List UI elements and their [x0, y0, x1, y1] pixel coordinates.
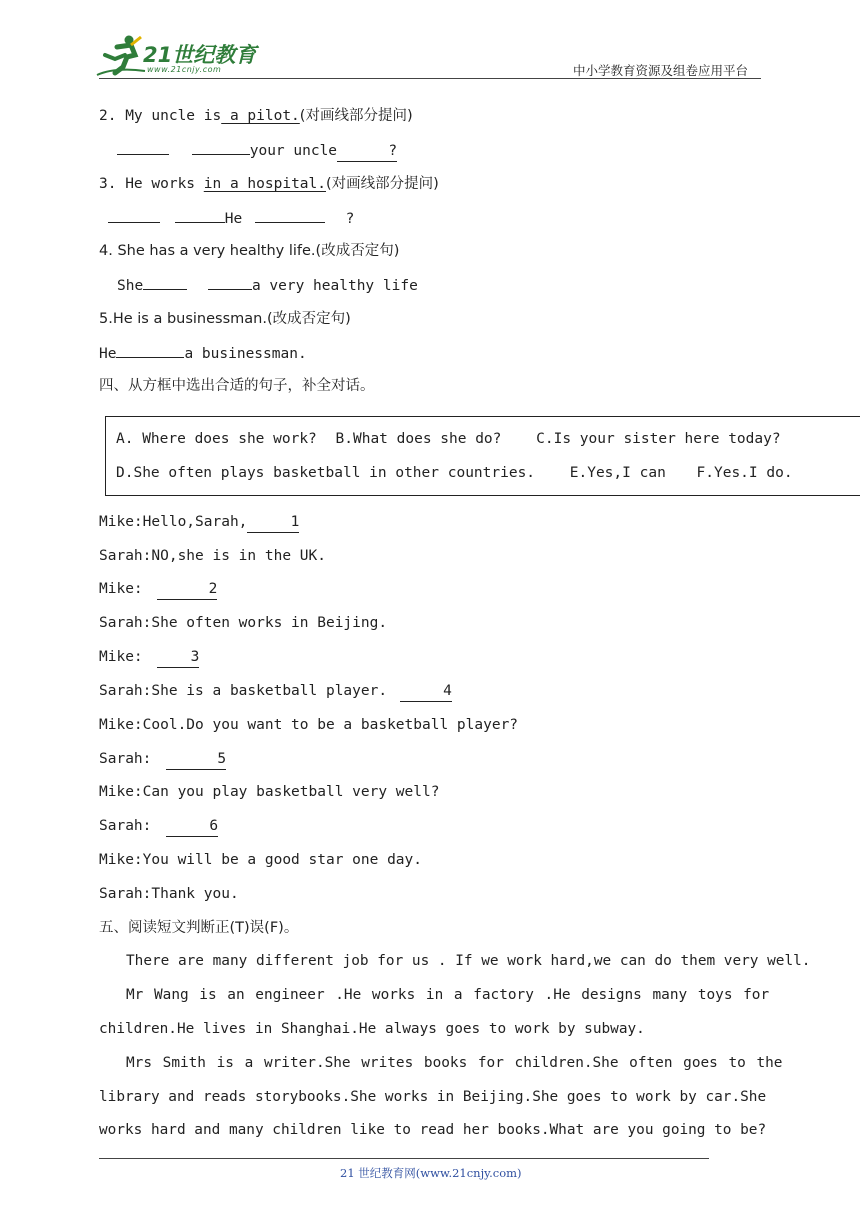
dialogue-blank[interactable]: 5	[166, 749, 226, 770]
dialogue-line: Mike:You will be a good star one day.	[99, 852, 423, 868]
passage-line: Mr Wang is an engineer .He works in a factory .He designs many toys for	[126, 987, 770, 1003]
dialogue-line: Sarah:NO,she is in the UK.	[99, 548, 326, 564]
q3-item-2: 2. My uncle is a pilot.(对画线部分提问)	[99, 108, 413, 124]
option-e: E.Yes,I can	[569, 465, 666, 481]
answer-blank[interactable]	[116, 343, 184, 358]
options-row-1	[116, 431, 781, 447]
logo-url: www.21cnjy.com	[147, 65, 222, 74]
answer-blank[interactable]	[208, 275, 252, 290]
answer-blank[interactable]	[255, 208, 325, 223]
answer-blank[interactable]	[108, 208, 160, 223]
dialogue-line: Mike: 2	[99, 579, 217, 600]
dialogue-line: Sarah:She is a basketball player. 4	[99, 681, 452, 702]
footer-text: 21 世纪教育网(www.21cnjy.com)	[340, 1166, 522, 1180]
q3-answer-4: She a very healthy life	[117, 275, 418, 296]
dialogue-line: Mike: 3	[99, 647, 199, 668]
passage-line: works hard and many children like to read her books.What are you going to be?	[99, 1122, 767, 1138]
option-a: A. Where does she work?	[116, 431, 317, 447]
q3-item-4: 4. She has a very healthy life.(改成否定句)	[99, 243, 400, 259]
dialogue-line: Sarah: 6	[99, 816, 218, 837]
logo-text: 21世纪教育	[143, 43, 257, 67]
q3-answer-2: your uncle ?	[117, 140, 397, 162]
options-box	[105, 416, 860, 496]
section-5-title: 五、阅读短文判断正(T)误(F)。	[99, 920, 299, 936]
dialogue-line: Mike:Hello,Sarah, 1	[99, 512, 299, 533]
option-f: F.Yes.I do.	[696, 465, 793, 481]
passage-line: children.He lives in Shanghai.He always goes to work by subway.	[99, 1021, 645, 1037]
header-divider	[99, 78, 761, 79]
options-row-2	[116, 465, 793, 481]
runner-icon	[95, 33, 147, 77]
dialogue-blank[interactable]: 2	[157, 579, 217, 600]
passage-line: Mrs Smith is a writer.She writes books for children.She often goes to the	[126, 1055, 783, 1071]
dialogue-line: Sarah:Thank you.	[99, 886, 239, 902]
section-4-title: 四、从方框中选出合适的句子，补全对话。	[99, 378, 375, 394]
passage-line: There are many different job for us . If we work hard,we can do them very well.	[126, 953, 811, 969]
dialogue-line: Sarah: 5	[99, 749, 226, 770]
answer-blank[interactable]	[117, 140, 169, 155]
footer-divider	[99, 1158, 709, 1159]
q3-answer-3: He ?	[108, 208, 354, 229]
q3-answer-5: He a businessman.	[99, 343, 307, 364]
dialogue-blank[interactable]: 3	[157, 647, 199, 668]
answer-blank[interactable]	[192, 140, 250, 155]
logo	[95, 33, 255, 77]
answer-blank[interactable]	[175, 208, 225, 223]
dialogue-blank[interactable]: 4	[400, 681, 452, 702]
q3-item-5: 5.He is a businessman.(改成否定句)	[99, 311, 351, 327]
dialogue-line: Mike:Can you play basketball very well?	[99, 784, 440, 800]
dialogue-line: Sarah:She often works in Beijing.	[99, 615, 388, 631]
option-d: D.She often plays basketball in other countries.	[116, 465, 536, 481]
platform-title: 中小学教育资源及组卷应用平台	[573, 63, 749, 78]
q3-item-3: 3. He works in a hospital.(对画线部分提问)	[99, 176, 439, 192]
dialogue-blank[interactable]: 6	[166, 816, 218, 837]
dialogue-line: Mike:Cool.Do you want to be a basketball player?	[99, 717, 519, 733]
answer-blank[interactable]	[143, 275, 187, 290]
dialogue-blank[interactable]: 1	[247, 512, 299, 533]
option-b: B.What does she do?	[335, 431, 502, 447]
option-c: C.Is your sister here today?	[536, 431, 781, 447]
passage-line: library and reads storybooks.She works in Beijing.She goes to work by car.She	[99, 1089, 767, 1105]
answer-blank[interactable]: ?	[337, 141, 397, 162]
